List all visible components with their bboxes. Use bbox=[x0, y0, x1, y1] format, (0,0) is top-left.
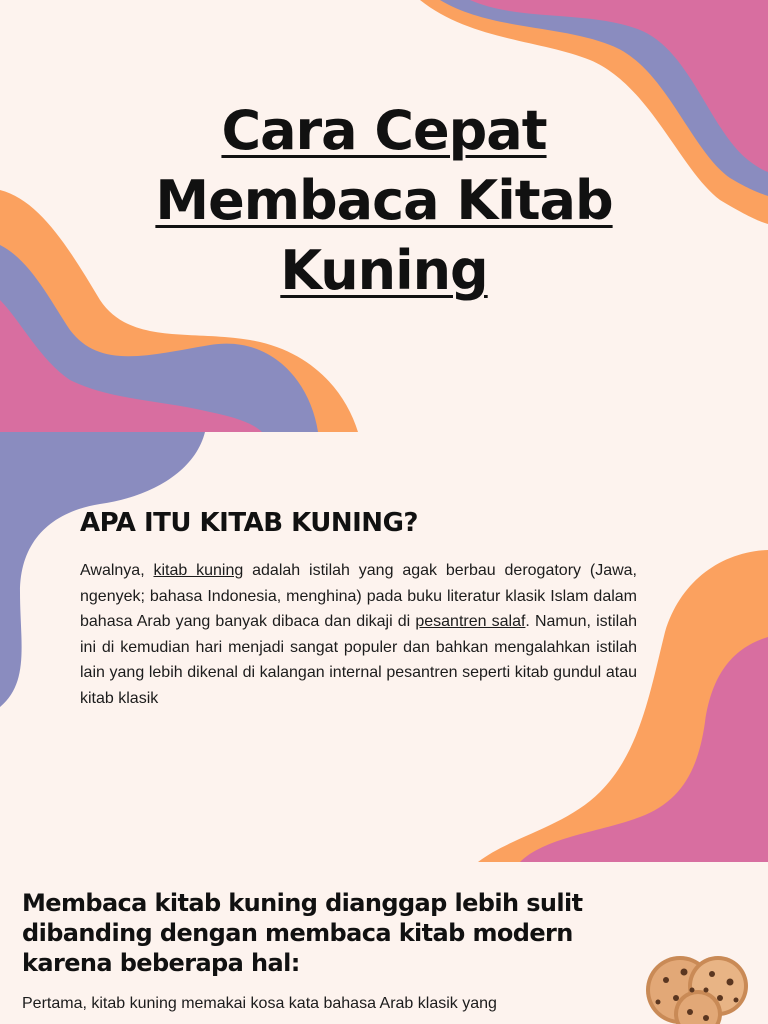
section-heading-why: Membaca kitab kuning dianggap lebih sulit dibanding dengan membaca kitab modern karena beberapa hal: bbox=[22, 889, 583, 977]
para-text-2: adalah istilah yang agak berbau derogatory (Jawa, ngenyek; bahasa Indonesia, menghina) pada buku literatur klasik Islam dalam bahasa Arab yang banyak dibaca dan dikaji di bbox=[80, 562, 637, 631]
pesantren-salaf-link[interactable]: pesantren salaf bbox=[415, 613, 526, 631]
title-line-2: Membaca Kitab bbox=[155, 169, 613, 232]
title-line-1: Cara Cepat bbox=[221, 99, 547, 162]
definition-section bbox=[0, 432, 768, 862]
section-heading-what: APA ITU KITAB KUNING? bbox=[80, 508, 418, 538]
title-section bbox=[0, 0, 768, 432]
para-text-1: Awalnya, bbox=[80, 562, 154, 579]
para-text-3: . Namun, istilah ini di kemudian hari menjadi sangat populer dan bahkan mengalahkan istilah lain yang lebih dikenal di kalangan internal pesantren seperti kitab gundul atau kitab klasik bbox=[80, 613, 638, 707]
title-line-3: Kuning bbox=[280, 239, 488, 302]
page-title bbox=[0, 96, 768, 306]
reasons-section bbox=[0, 862, 768, 1024]
kitab-kuning-link[interactable]: kitab kuning bbox=[153, 562, 244, 579]
cookies-icon bbox=[636, 942, 756, 1024]
reasons-paragraph: Pertama, kitab kuning memakai kosa kata bahasa Arab klasik yang bbox=[22, 995, 497, 1012]
definition-paragraph bbox=[80, 558, 637, 712]
